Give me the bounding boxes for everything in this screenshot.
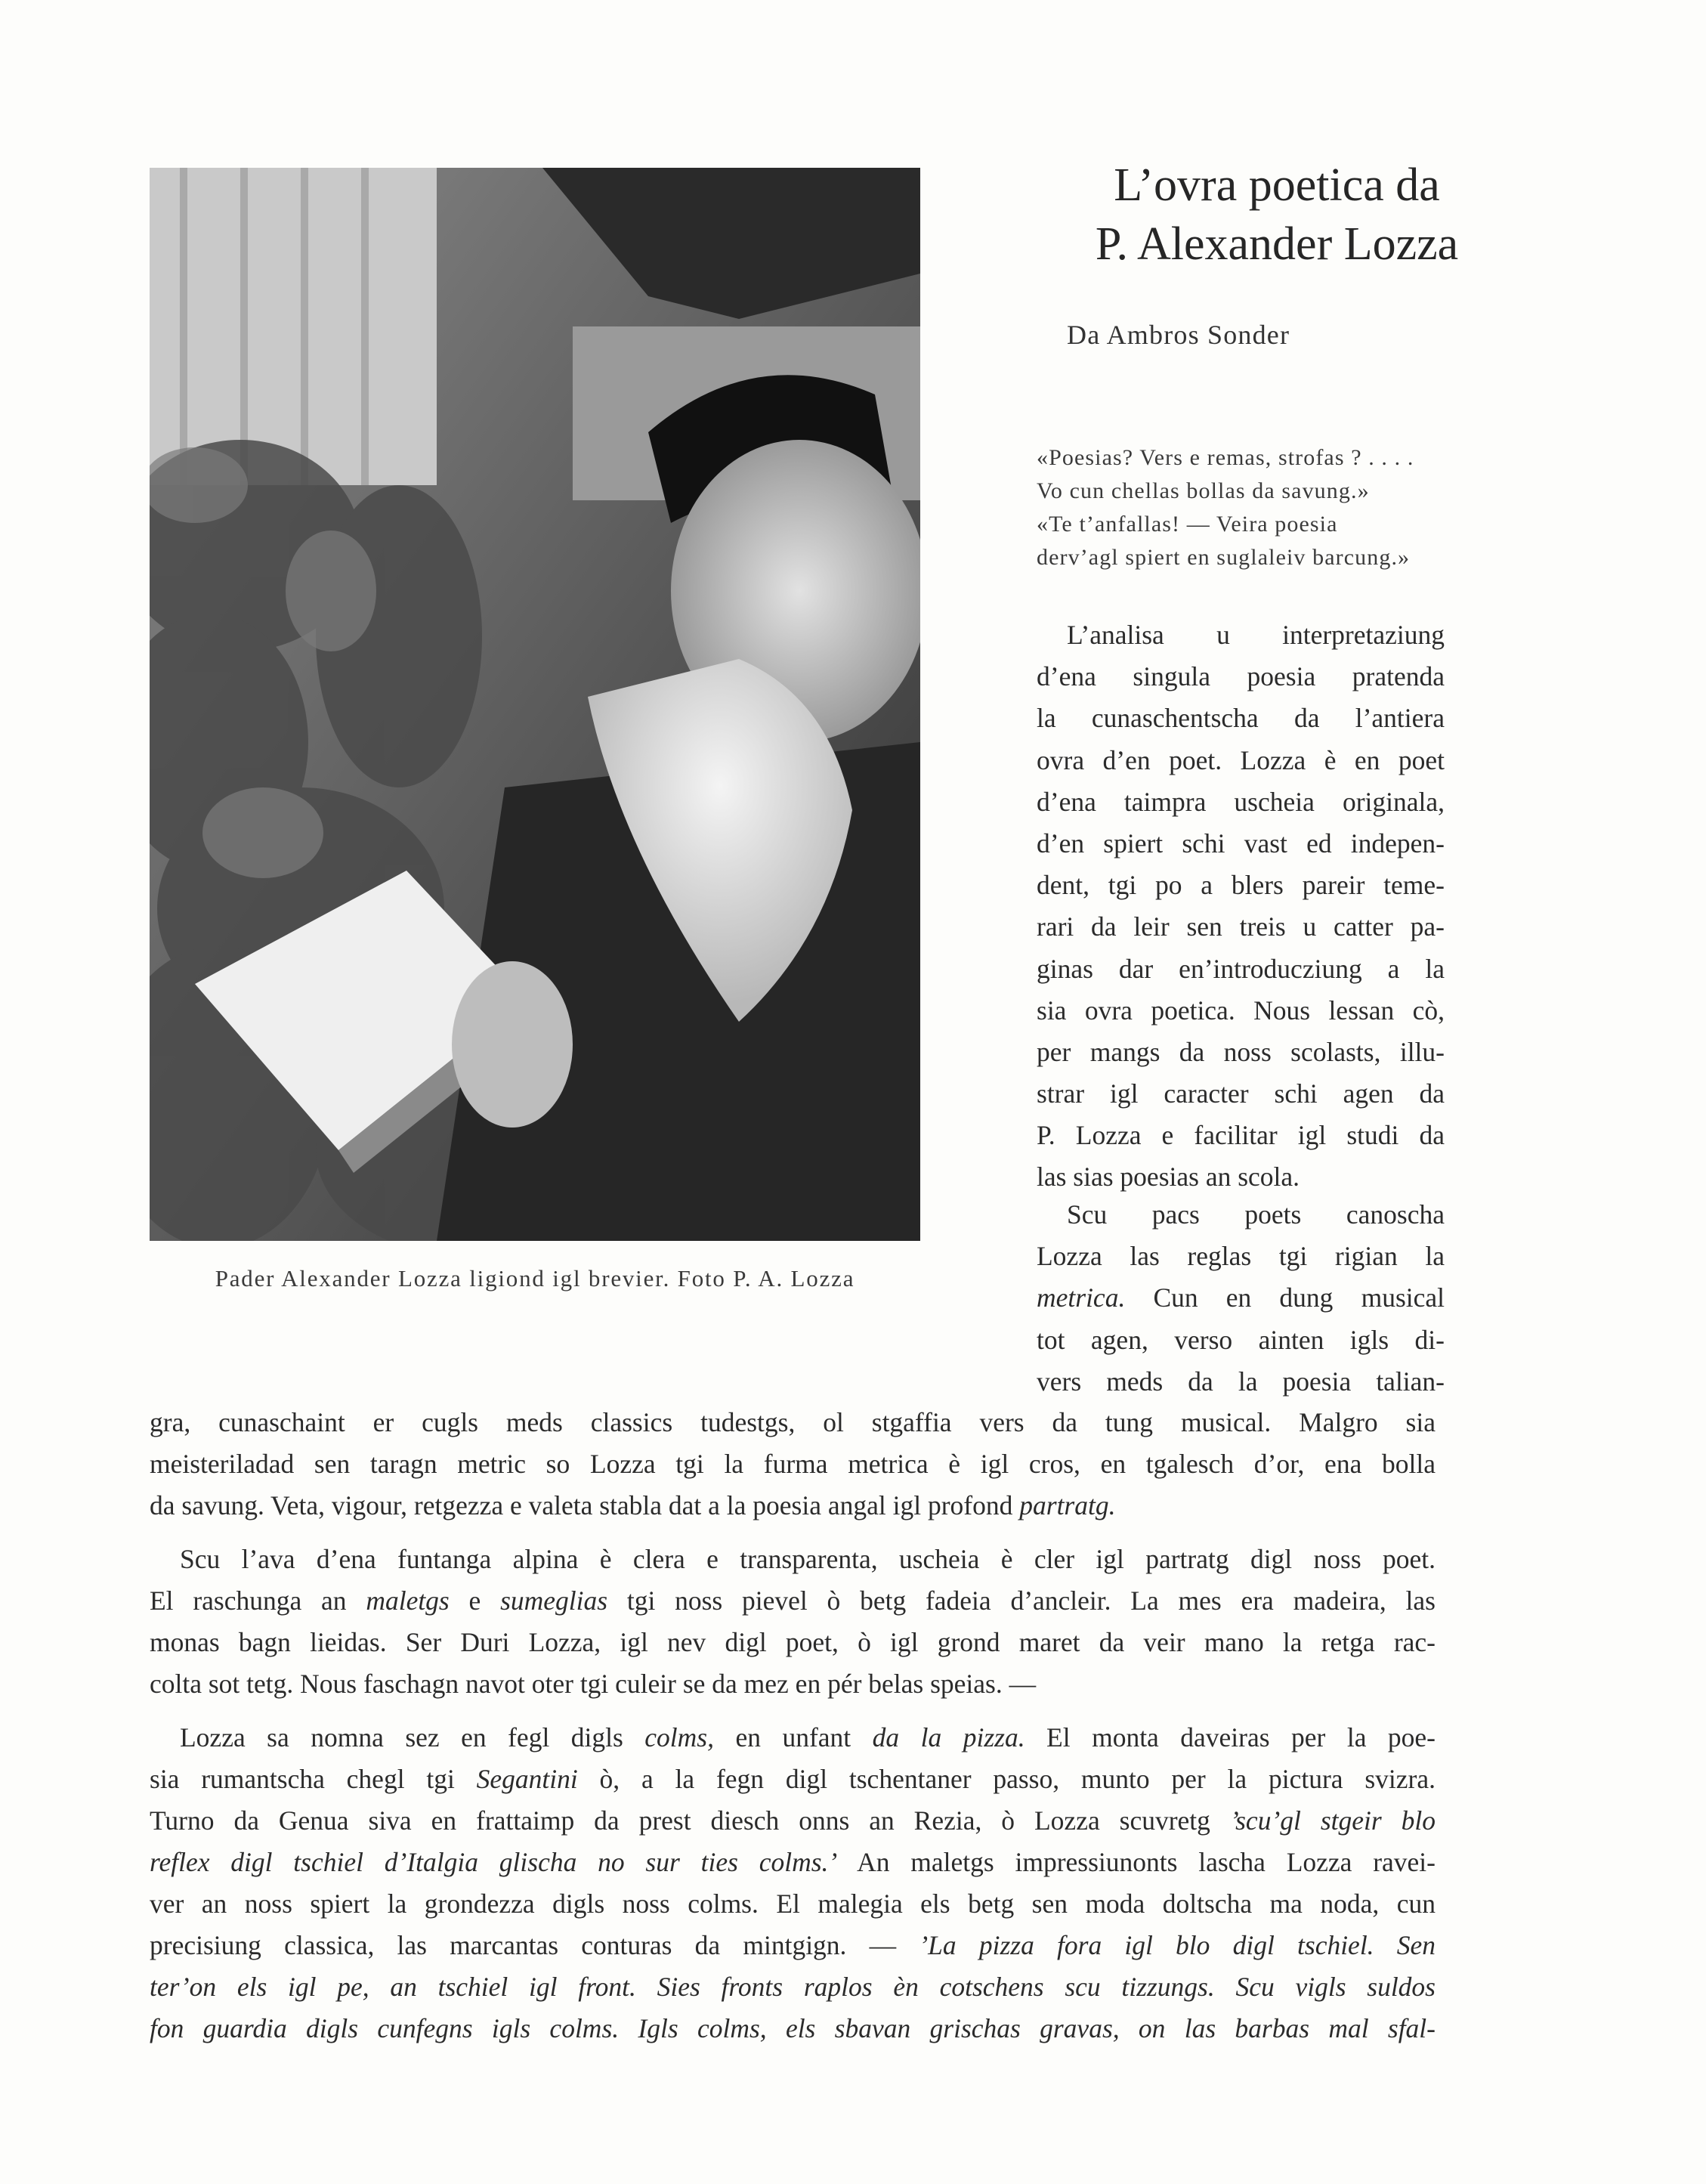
text-fragment: da savung. Veta, vigour, retgezza e valeta stabla dat a la poesia angal igl profond: [150, 1490, 1020, 1520]
text-fragment: tgi noss pievel ò betg fadeia d’ancleir. La mes era madeira, las: [607, 1585, 1436, 1616]
paragraph-intro: [1037, 614, 1445, 1199]
text-line: [150, 1842, 1436, 1883]
text-line: [150, 1485, 1436, 1527]
italic-quote: ’La pizza fora igl blo digl tschiel. Sen: [919, 1930, 1436, 1960]
text-line: P. Lozza e facilitar igl studi da: [1037, 1120, 1445, 1151]
portrait-photo: [150, 168, 920, 1241]
italic-term: colms,: [644, 1722, 714, 1752]
text-line: Scu pacs poets canoscha: [1067, 1199, 1445, 1230]
motto-line: «Poesias? Vers e remas, strofas ? . . . .: [1037, 445, 1414, 470]
article-title: [1012, 156, 1541, 274]
motto-line: «Te t’anfallas! — Veira poesia: [1037, 512, 1338, 537]
italic-term: da la pizza.: [872, 1722, 1025, 1752]
text-line: gra, cunaschaint er cugls meds classics tudestgs, ol stgaffia vers da tung musical. Malgro sia: [150, 1407, 1436, 1437]
text-line: d’ena singula poesia pratenda: [1037, 661, 1445, 692]
text-fragment: Turno da Genua siva en frattaimp da prest diesch onns an Rezia, ò Lozza scuvretg: [150, 1805, 1230, 1836]
text-line: d’ena taimpra uscheia originala,: [1037, 786, 1445, 817]
paragraph-metrica-full: [150, 1402, 1436, 1527]
text-fragment: sia rumantscha chegl tgi: [150, 1764, 477, 1794]
text-line: [150, 2008, 1436, 2049]
text-line: vers meds da la poesia talian-: [1037, 1366, 1445, 1397]
italic-term: sumeglias: [500, 1585, 608, 1616]
italic-term: Segantini: [476, 1764, 578, 1794]
text-line: ver an noss spiert la grondezza digls noss colms. El malegia els betg sen moda doltscha ma noda, cun: [150, 1889, 1436, 1919]
byline: Da Ambros Sonder: [1067, 320, 1290, 350]
text-line: ginas dar en’introducziung a la: [1037, 953, 1445, 984]
text-line: d’en spiert schi vast ed indepen-: [1037, 828, 1445, 858]
paragraph-metrica-column: [1037, 1194, 1445, 1403]
italic-term: partratg.: [1019, 1490, 1116, 1520]
text-line: la cunaschentscha da l’antiera: [1037, 703, 1445, 734]
text-fragment: ò, a la fegn digl tschentaner passo, munto per la pictura svizra.: [577, 1764, 1436, 1794]
text-line: L’analisa u interpretaziung: [1067, 620, 1445, 650]
italic-quote: fon guardia digls cunfegns igls colms. Igls colms, els sbavan grischas gravas, on las barbas mal sfal-: [150, 2013, 1436, 2043]
text-line: ovra d’en poet. Lozza è en poet: [1037, 744, 1445, 775]
text-line: monas bagn lieidas. Ser Duri Lozza, igl nev digl poet, ò igl grond maret da veir mano la retga rac-: [150, 1627, 1436, 1657]
text-line: [150, 1925, 1436, 1966]
text-line: [1037, 1277, 1445, 1319]
italic-quote: reflex digl tschiel d’Italgia glischa no sur ties colms.’: [150, 1847, 838, 1877]
text-fragment: precisiung classica, las marcantas conturas da mintgign. —: [150, 1930, 919, 1960]
italic-term: maletgs: [366, 1585, 450, 1616]
text-fragment: An maletgs impressiunonts lascha Lozza ravei-: [837, 1847, 1436, 1877]
text-line: dent, tgi po a blers pareir teme-: [1037, 870, 1445, 901]
text-fragment: El monta daveiras per la poe-: [1025, 1722, 1436, 1752]
italic-quote: ’scu’gl stgeir blo: [1229, 1805, 1436, 1836]
italic-quote: ter’on els igl pe, an tschiel igl front. Sies fronts raplos èn cotschens scu tizzungs. Scu vigls suldos: [150, 1972, 1436, 2002]
text-line: las sias poesias an scola.: [1037, 1162, 1300, 1193]
text-line: Lozza las reglas tgi rigian la: [1037, 1241, 1445, 1272]
motto-line: derv’agl spiert en suglaleiv barcung.»: [1037, 545, 1411, 570]
title-line-1: L’ovra poetica da: [1114, 159, 1440, 211]
text-fragment: Lozza sa nomna sez en fegl digls: [180, 1722, 645, 1752]
motto-line: Vo cun chellas bollas da savung.»: [1037, 478, 1370, 503]
text-line: [150, 1717, 1436, 1759]
title-line-2: P. Alexander Lozza: [1095, 218, 1459, 270]
text-line: [150, 1966, 1436, 2008]
text-fragment: Cun en dung musical: [1125, 1282, 1445, 1313]
photo-caption: Pader Alexander Lozza ligiond igl brevier. Foto P. A. Lozza: [215, 1265, 855, 1292]
text-fragment: e: [449, 1585, 501, 1616]
motto-verse: [1037, 441, 1558, 574]
text-fragment: El raschunga an: [150, 1585, 366, 1616]
text-line: Scu l’ava d’ena funtanga alpina è clera e transparenta, uscheia è cler igl partratg digl noss poet.: [180, 1544, 1436, 1574]
text-fragment: en unfant: [714, 1722, 873, 1752]
text-line: tot agen, verso ainten igls di-: [1037, 1324, 1445, 1355]
text-line: [150, 1580, 1436, 1622]
text-line: per mangs da noss scolasts, illu-: [1037, 1036, 1445, 1067]
text-line: meisteriladad sen taragn metric so Lozza tgi la furma metrica è igl cros, en tgalesch d’or, ena bolla: [150, 1449, 1436, 1479]
text-line: colta sot tetg. Nous faschagn navot oter tgi culeir se da mez en pér belas speias. —: [150, 1669, 1037, 1699]
text-line: sia ovra poetica. Nous lessan cò,: [1037, 995, 1445, 1025]
text-line: [150, 1800, 1436, 1842]
text-line: rari da leir sen treis u catter pa-: [1037, 911, 1445, 942]
text-line: [150, 1759, 1436, 1800]
text-line: strar igl caracter schi agen da: [1037, 1078, 1445, 1109]
paragraph-funtanga: [150, 1539, 1436, 1705]
paragraph-colms: [150, 1717, 1436, 2049]
italic-term: metrica.: [1037, 1282, 1126, 1313]
